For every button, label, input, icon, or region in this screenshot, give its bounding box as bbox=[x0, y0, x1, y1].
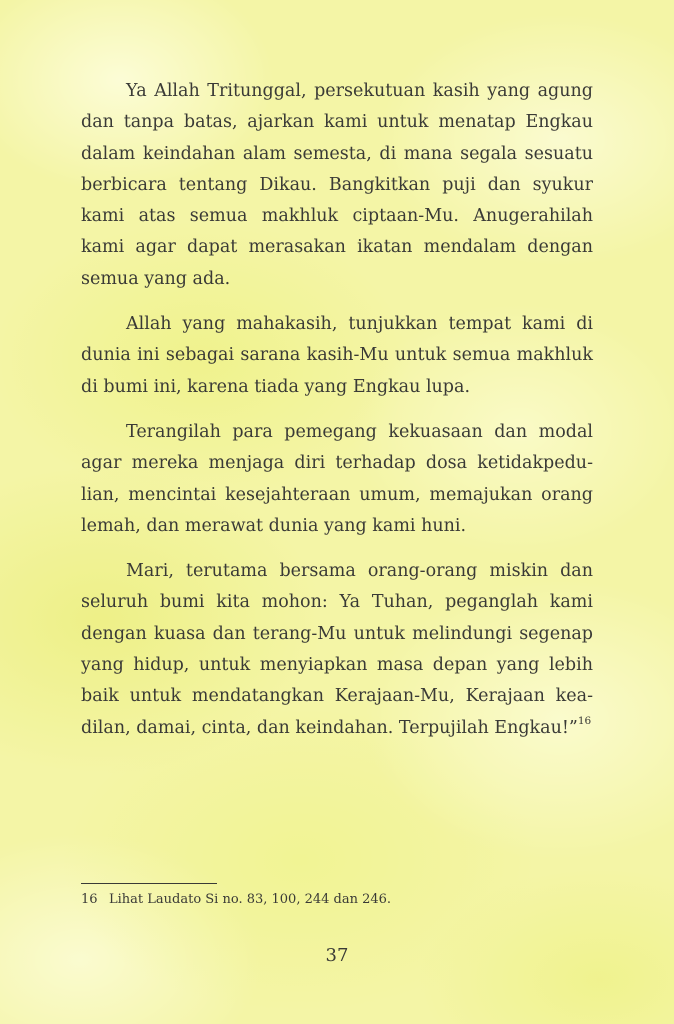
text-line: yang hidup, untuk menyiapkan masa depan yang lebih bbox=[81, 655, 593, 676]
paragraph-2 bbox=[81, 309, 593, 403]
paragraph-3 bbox=[81, 417, 593, 542]
text-line: dilan, damai, cinta, dan keindahan. Terpujilah Engkau!” bbox=[81, 717, 578, 738]
prayer-text bbox=[81, 76, 593, 758]
footnote-reference: 16 bbox=[577, 714, 592, 727]
text-line-with-footnote bbox=[81, 713, 593, 744]
text-line: dengan kuasa dan terang-Mu untuk melindungi segenap bbox=[81, 623, 593, 644]
text-line: dan tanpa batas, ajarkan kami untuk menatap Engkau bbox=[81, 112, 593, 133]
text-line: semua yang ada. bbox=[81, 268, 231, 289]
footnote-number: 16 bbox=[81, 892, 98, 907]
text-line: Mari, terutama bersama orang-orang miskin dan bbox=[126, 561, 593, 582]
text-line: Allah yang mahakasih, tunjukkan tempat kami di bbox=[126, 314, 593, 335]
text-line: Terangilah para pemegang kekuasaan dan modal bbox=[126, 421, 593, 442]
text-line: lemah, dan merawat dunia yang kami huni. bbox=[81, 515, 467, 536]
text-line: kami agar dapat merasakan ikatan mendalam dengan bbox=[81, 237, 593, 258]
page-number: 37 bbox=[325, 945, 349, 966]
footnote-divider bbox=[81, 883, 217, 884]
footnote-text: Lihat Laudato Si no. 83, 100, 244 dan 246. bbox=[109, 892, 392, 907]
text-line: di bumi ini, karena tiada yang Engkau lupa. bbox=[81, 376, 471, 397]
text-line: seluruh bumi kita mohon: Ya Tuhan, peganglah kami bbox=[81, 592, 593, 613]
text-line: dunia ini sebagai sarana kasih-Mu untuk semua makhluk bbox=[81, 345, 593, 366]
text-line: Ya Allah Tritunggal, persekutuan kasih yang agung bbox=[126, 81, 593, 101]
text-line: agar mereka menjaga diri terhadap dosa ketidakpedu- bbox=[81, 453, 593, 474]
text-line: baik untuk mendatangkan Kerajaan-Mu, Kerajaan kea- bbox=[81, 686, 593, 707]
footnote bbox=[81, 891, 391, 909]
paragraph-4 bbox=[81, 556, 593, 744]
paragraph-1 bbox=[81, 76, 593, 295]
text-line: dalam keindahan alam semesta, di mana segala sesuatu bbox=[81, 143, 593, 164]
text-line: berbicara tentang Dikau. Bangkitkan puji dan syukur bbox=[81, 174, 593, 195]
text-line: kami atas semua makhluk ciptaan-Mu. Anugerahilah bbox=[81, 206, 593, 227]
text-line: lian, mencintai kesejahteraan umum, memajukan orang bbox=[81, 484, 593, 505]
